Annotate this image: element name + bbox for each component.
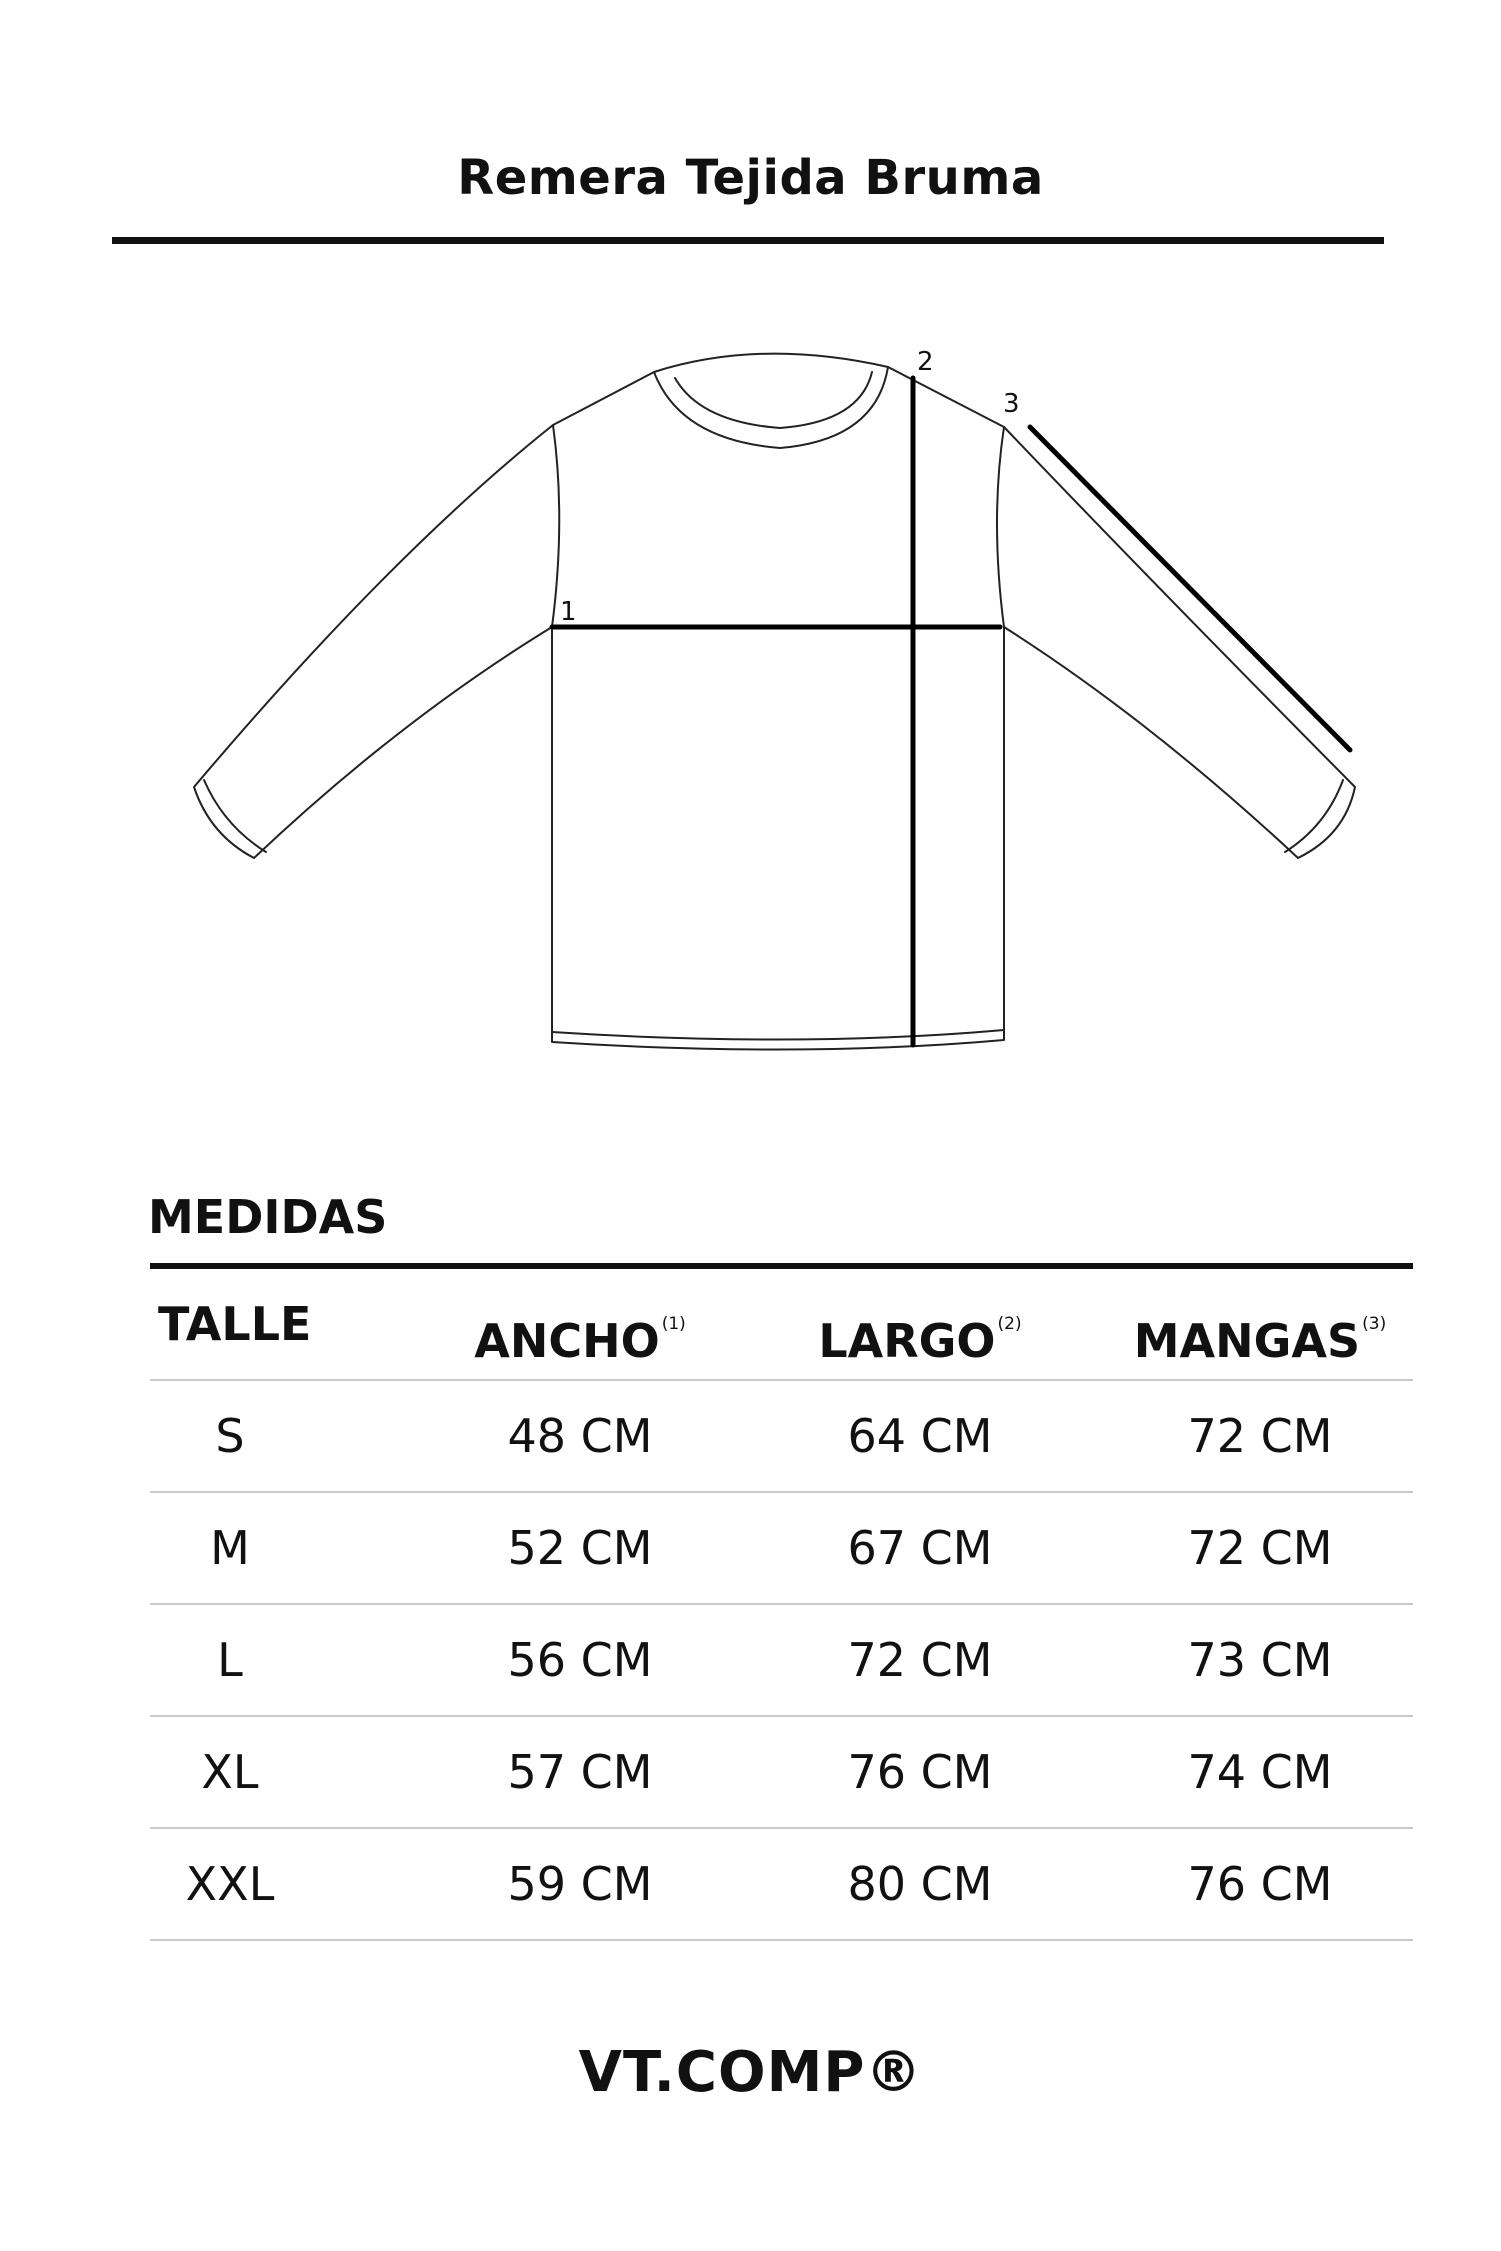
width-cell: 48 CM bbox=[507, 1409, 653, 1463]
length-cell: 72 CM bbox=[847, 1633, 993, 1687]
width-cell: 52 CM bbox=[507, 1521, 653, 1575]
header-mangas-ref: (3) bbox=[1362, 1314, 1387, 1334]
sleeve-cell: 72 CM bbox=[1187, 1409, 1333, 1463]
sleeve-line bbox=[1030, 427, 1350, 750]
sleeve-cell: 73 CM bbox=[1187, 1633, 1333, 1687]
table-row bbox=[150, 1605, 1413, 1717]
header-ancho-ref: (1) bbox=[661, 1314, 686, 1334]
sleeve-cell: 72 CM bbox=[1187, 1521, 1333, 1575]
brand-logo-text: VT.COMP® bbox=[578, 2040, 923, 2105]
header-ancho: ANCHO $^{(1)}$ bbox=[474, 1314, 686, 1368]
section-title: MEDIDAS bbox=[148, 1190, 388, 1244]
sleeve-cell: 74 CM bbox=[1187, 1745, 1333, 1799]
left-sleeve bbox=[194, 425, 553, 858]
header-largo-ref: (2) bbox=[997, 1314, 1022, 1334]
table-row bbox=[150, 1829, 1413, 1941]
width-cell: 57 CM bbox=[507, 1745, 653, 1799]
width-cell: 56 CM bbox=[507, 1633, 653, 1687]
length-cell: 67 CM bbox=[847, 1521, 993, 1575]
garment-diagram bbox=[0, 0, 1501, 1100]
table-row bbox=[150, 1493, 1413, 1605]
size-cell: L bbox=[217, 1633, 243, 1687]
collar bbox=[654, 367, 888, 448]
header-largo: LARGO $^{(2)}$ bbox=[818, 1314, 1022, 1368]
size-cell: XXL bbox=[185, 1857, 275, 1911]
header-mangas: MANGAS $^{(3)}$ bbox=[1133, 1314, 1387, 1368]
shirt-outline bbox=[552, 354, 1004, 1050]
label-length: 2 bbox=[917, 347, 934, 377]
table-row bbox=[150, 1381, 1413, 1493]
right-sleeve bbox=[1004, 427, 1355, 858]
size-cell: XL bbox=[201, 1745, 259, 1799]
length-cell: 80 CM bbox=[847, 1857, 993, 1911]
size-cell: M bbox=[210, 1521, 250, 1575]
sleeve-cell: 76 CM bbox=[1187, 1857, 1333, 1911]
page-title: Remera Tejida Bruma bbox=[457, 150, 1044, 206]
length-cell: 64 CM bbox=[847, 1409, 993, 1463]
label-width: 1 bbox=[560, 597, 577, 627]
table-row bbox=[150, 1717, 1413, 1829]
label-sleeve: 3 bbox=[1003, 389, 1020, 419]
size-cell: S bbox=[215, 1409, 245, 1463]
header-talle: TALLE bbox=[158, 1297, 312, 1351]
length-cell: 76 CM bbox=[847, 1745, 993, 1799]
width-cell: 59 CM bbox=[507, 1857, 653, 1911]
table-header-row bbox=[150, 1269, 1413, 1381]
